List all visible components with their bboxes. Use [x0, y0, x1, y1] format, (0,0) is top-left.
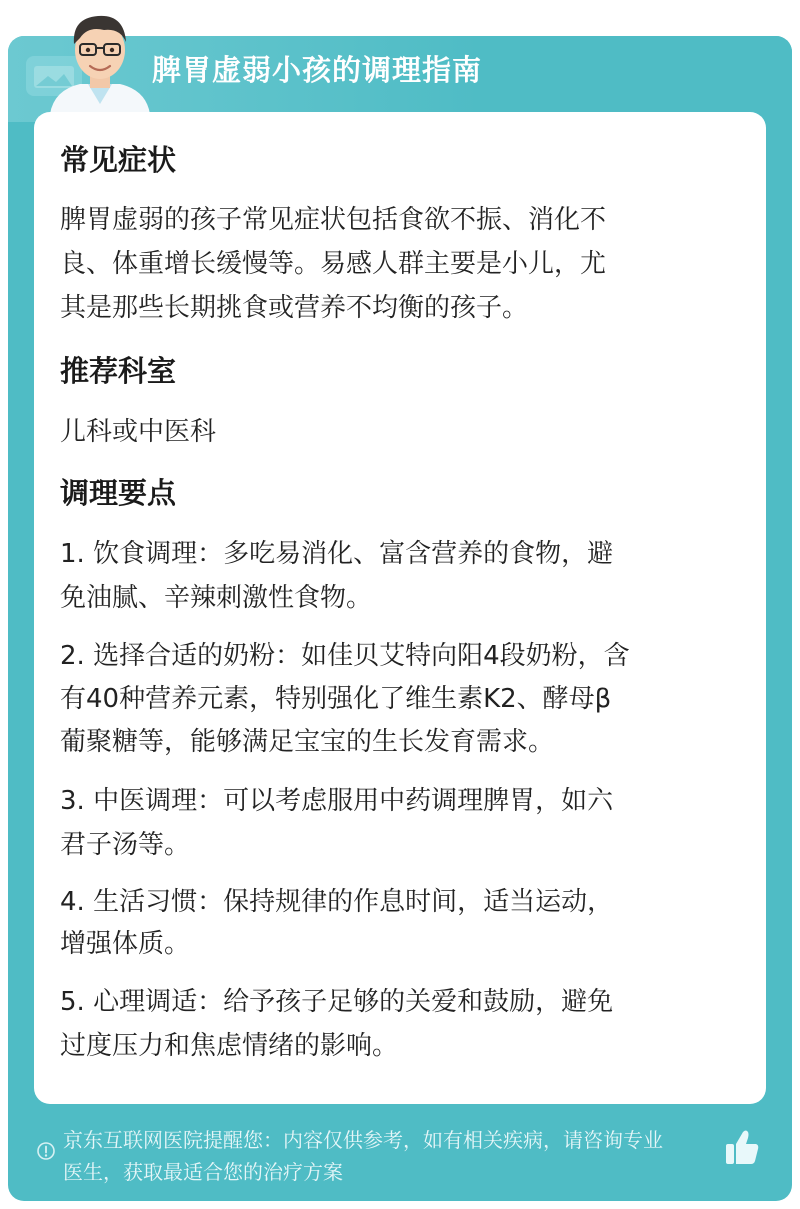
symptoms-line: 脾胃虚弱的孩子常见症状包括食欲不振、消化不 [60, 205, 607, 235]
footer-disclaimer: 京东互联网医院提醒您：内容仅供参考，如有相关疾病，请咨询专业 [63, 1128, 663, 1152]
section-title-care: 调理要点 [60, 476, 177, 510]
care-item-5: 过度压力和焦虑情绪的影响。 [60, 1031, 399, 1061]
care-item-3: 君子汤等。 [60, 830, 191, 860]
care-item-4: 增强体质。 [60, 929, 191, 959]
section-title-symptoms: 常见症状 [60, 143, 177, 177]
thumbs-up-icon[interactable] [724, 1128, 760, 1166]
symptoms-line: 良、体重增长缓慢等。易感人群主要是小儿，尤 [60, 249, 607, 279]
department-text: 儿科或中医科 [60, 417, 217, 447]
care-item-1: 免油腻、辛辣刺激性食物。 [60, 583, 373, 613]
page-title: 脾胃虚弱小孩的调理指南 [152, 53, 483, 87]
care-item-3: 3. 中医调理：可以考虑服用中药调理脾胃，如六 [60, 786, 614, 816]
care-item-5: 5. 心理调适：给予孩子足够的关爱和鼓励，避免 [60, 987, 614, 1017]
section-title-department: 推荐科室 [60, 354, 177, 388]
info-icon [36, 1141, 56, 1161]
footer-disclaimer: 医生，获取最适合您的治疗方案 [63, 1160, 343, 1184]
symptoms-line: 其是那些长期挑食或营养不均衡的孩子。 [60, 293, 529, 323]
care-item-2: 有40种营养元素，特别强化了维生素K2、酵母β [60, 684, 612, 714]
care-item-4: 4. 生活习惯：保持规律的作息时间，适当运动， [60, 887, 614, 917]
care-item-2: 2. 选择合适的奶粉：如佳贝艾特向阳4段奶粉，含 [60, 641, 630, 671]
care-item-1: 1. 饮食调理：多吃易消化、富含营养的食物，避 [60, 539, 614, 569]
doctor-avatar [44, 8, 156, 114]
care-item-2: 葡聚糖等，能够满足宝宝的生长发育需求。 [60, 727, 555, 757]
